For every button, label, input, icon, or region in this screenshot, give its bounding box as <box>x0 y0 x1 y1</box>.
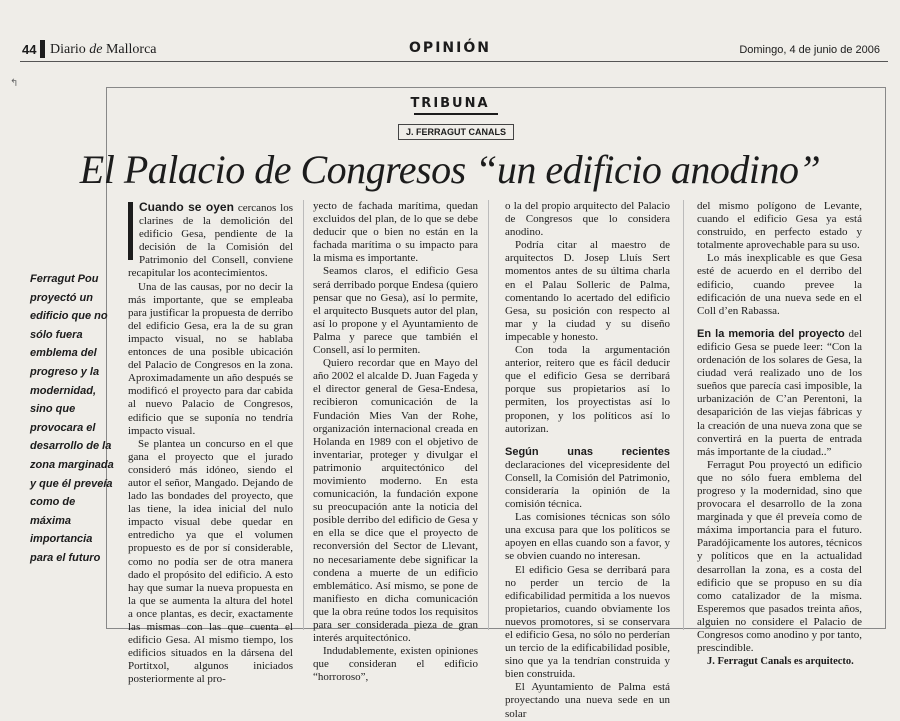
paragraph: yecto de fachada marítima, quedan excluidos del plan, de lo que se debe deducir que o bien no están en la fachada marítima o su impacto para la misma es importante. <box>313 200 478 265</box>
article-column-3 <box>505 200 670 720</box>
lead-in: Cuando se oyen <box>139 200 234 214</box>
column-divider <box>303 200 304 630</box>
author-signature: J. Ferragut Canals es arquitecto. <box>707 656 854 668</box>
paragraph: Una de las causas, por no decir la más importante, que se empleaba para justificar la propuesta de derribo del edificio Gesa, era la de su gran impacto visual, no se hablaba entonces de una posible ubicación del Palacio de Congresos en la zona. Aproximadamente un año después se modificó el proyecto para dar cabida al nuevo Palacio de Congresos, edificio que se suponía no tendría impacto visual. <box>128 280 293 437</box>
author-box: J. FERRAGUT CANALS <box>398 124 514 140</box>
article-column-1 <box>128 200 293 686</box>
column-divider <box>488 200 489 630</box>
subheading: En la memoria del proyecto <box>697 327 845 340</box>
article-headline: El Palacio de Congresos “un edificio anodino” <box>79 147 821 192</box>
paragraph: Cuando se oyen cercanos los clarines de la demolición del edificio Gesa, pendiente de la decisión de la Comisión del Patrimonio del Consell, conviene recapitular los acontecimientos. <box>128 200 293 280</box>
paragraph: Ferragut Pou proyectó un edificio que no sólo fuera emblema del progreso y la modernidad, sino que provocara el desarrollo de la zona marginada y que él preveía como de máxima importancia para el futuro. Paradójicamente los autores, técnicos y políticos que en la actualidad desarrollan la zona, es a costa del edificio que se propuso en su día como catalizador de la misma. Esperemos que pasados treinta años, alguien no considere el Palacio de Congresos como anodino y por tanto, prescindible. <box>697 458 862 655</box>
kicker-underline <box>414 113 498 115</box>
paragraph: Las comisiones técnicas son sólo una excusa para que los políticos se apoyen en ellas cuando son a favor, y se obvien cuando no interesan. <box>505 511 670 563</box>
article-column-2 <box>313 200 478 684</box>
header-rule <box>20 61 888 62</box>
issue-date: Domingo, 4 de junio de 2006 <box>739 44 880 56</box>
subheading: Según unas recientes <box>505 445 670 458</box>
paragraph: El edificio Gesa se derribará para no perder un tercio de la edificabilidad permitida a los nuevos propietarios, cuando obviamente los nuevos promotores, si se conservara el edificio Gesa, no sólo no perderían un tercio de la edificabilidad posible, sino que ya la tendrían construida y bien construida. <box>505 563 670 681</box>
section-title: OPINIÓN <box>409 40 491 56</box>
paragraph: Indudablemente, existen opiniones que consideran el edificio “horroroso”, <box>313 645 478 684</box>
paragraph: Según unas recientes declaraciones del vicepresidente del Consell, la Comisión del Patrimonio, consideraría la opinión de la comisión técnica. <box>505 445 670 511</box>
paragraph: del mismo polígono de Levante, cuando el edificio Gesa ya está construido, en perfecto estado y totalmente aprovechable para su uso. <box>697 200 862 252</box>
page-number: 44 <box>22 42 37 57</box>
column-divider <box>683 200 684 630</box>
newspaper-name: Diario de Mallorca <box>50 42 157 57</box>
paragraph: Con toda la argumentación anterior, reitero que es fácil deducir que el edificio Gesa se derribará porque sus propietarios así lo permiten, los proyectistas así lo proponen, y los políticos así lo autorizan. <box>505 344 670 435</box>
paragraph: Seamos claros, el edificio Gesa será derribado porque Endesa (quiero pensar que no Gesa), así lo permite, el arquitecto Busquets autor del plan, así lo propone y el Ayuntamiento de Palma y parece que también el Consell, así lo permiten. <box>313 265 478 357</box>
article-column-4 <box>697 200 862 668</box>
paragraph: o la del propio arquitecto del Palacio de Congresos que lo considera anodino. <box>505 200 670 239</box>
paragraph: Quiero recordar que en Mayo del año 2002 el alcalde D. Juan Fageda y el director general de Gesa-Endesa, recibieron comunicación de la Fundación Mies Van der Rohe, organización internacional creada en Holanda en 1989 con el objetivo de inventariar, proteger y divulgar el patrimonio arquitectónico del movimiento moderno. En esta comunicación, la fundación expone su preocupación ante la noticia del posible derribo del edificio de Gesa y en ella se dice que el proyecto de reconversión del Sector de Llevant, no necesariamente debe significar la condena a muerte de un edificio emblemático. Así mismo, se pone de manifiesto en dicha comunicación que la obra reúne todos los requisitos para ser considerada pieza de gran interés arquitectónico. <box>313 357 478 645</box>
paragraph: El Ayuntamiento de Palma está proyectando una nueva sede en un solar <box>505 681 670 720</box>
paragraph: Lo más inexplicable es que Gesa esté de acuerdo en el derribo del edificio, cuando prevee la edificación de una nueva sede en el Coll d’en Rabassa. <box>697 252 862 317</box>
corner-mark-icon: ↰ <box>10 78 19 89</box>
lead-marker-bar <box>128 202 133 260</box>
paragraph: En la memoria del proyecto del edificio Gesa se puede leer: “Con la ordenación de los solares de Gesa, la ciudad verá realizado uno de los sueños que parecía casi imposible, la urbanización de C’an Perentoni, la desaparición de las viejas fábricas y la creación de una nueva zona que se convertirá en la puerta de entrada más importante de la ciudad..” <box>697 327 862 458</box>
paragraph: Se plantea un concurso en el que gana el proyecto que el jurado consideró más idóneo, siendo el autor el señor, Mangado. Dejando de lado las bondades del proyecto, que las tiene, la idea inicial del nulo impacto visual debe quedar en entredicho ya que el volumen propuesto es de por sí considerable, como no podía ser de otra manera dado el propósito del edificio. A esto hay que sumar la nueva propuesta en la que se aumenta la altura del hotel a once plantas, es decir, exactamente las mismas con las que cuenta el edificio Gesa. Al mismo tiempo, los edificios situados en la dársena del Portitxol, algunos iniciados posteriormente al pro- <box>128 437 293 686</box>
article-kicker: TRIBUNA <box>410 96 490 111</box>
pull-quote: Ferragut Pou proyectó un edificio que no sólo fuera emblema del progreso y la modernidad, sino que provocara el desarrollo de la zona marginada y que él preveía como de máxima importancia para el futuro <box>30 273 114 564</box>
page-header <box>0 0 900 64</box>
paragraph: Podría citar al maestro de arquitectos D. Josep Lluís Sert momentos antes de su última charla en el Palau Solleric de Palma, comentando lo acertado del edificio Gesa, su posición con respecto al mar y la ciudad y su diseño impecable y honesto. <box>505 239 670 343</box>
